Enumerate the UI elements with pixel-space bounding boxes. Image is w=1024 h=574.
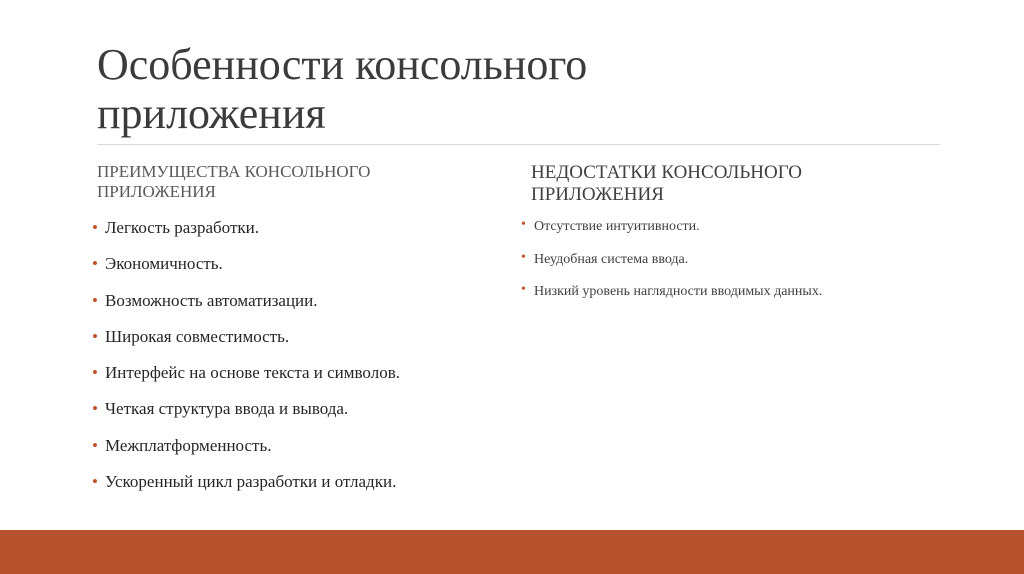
advantages-list-item — [92, 254, 400, 274]
disadvantages-list-item — [521, 251, 822, 269]
slide-title-line-2: приложения — [97, 89, 326, 138]
advantages-heading — [97, 162, 457, 202]
disadvantages-heading — [531, 162, 891, 206]
bullet-icon: • — [92, 290, 98, 310]
disadvantages-item-text: Неудобная система ввода. — [534, 251, 689, 267]
advantages-item-text: Четкая структура ввода и вывода. — [105, 399, 349, 419]
bullet-icon: • — [92, 218, 98, 237]
slide-title-line-1: Особенности консольного — [97, 40, 588, 89]
advantages-item-text: Ускоренный цикл разработки и отладки. — [105, 472, 397, 492]
advantages-list-item — [92, 291, 400, 311]
disadvantages-heading-line-2: ПРИЛОЖЕНИЯ — [531, 184, 664, 205]
advantages-list-item — [92, 218, 400, 238]
bullet-icon: • — [92, 435, 98, 455]
advantages-list-item — [92, 327, 400, 347]
advantages-heading-line-1: ПРЕИМУЩЕСТВА КОНСОЛЬНОГО — [97, 162, 371, 181]
advantages-item-text: Экономичность. — [105, 254, 223, 274]
disadvantages-list — [521, 218, 822, 316]
bullet-icon: • — [92, 399, 98, 419]
disadvantages-heading-line-1: НЕДОСТАТКИ КОНСОЛЬНОГО — [531, 162, 802, 183]
bullet-icon: • — [92, 472, 98, 492]
disadvantages-item-text: Отсутствие интуитивности. — [534, 219, 700, 234]
advantages-item-text: Легкость разработки. — [105, 218, 259, 237]
advantages-item-text: Межплатформенность. — [105, 435, 272, 455]
title-divider — [97, 144, 940, 145]
disadvantages-list-item — [521, 218, 822, 236]
advantages-item-text: Широкая совместимость. — [105, 326, 290, 346]
advantages-item-text: Возможность автоматизации. — [105, 290, 318, 310]
advantages-list-item — [92, 399, 400, 419]
advantages-list — [92, 218, 400, 508]
disadvantages-item-text: Низкий уровень наглядности вводимых данных. — [534, 284, 823, 299]
bullet-icon: • — [92, 326, 98, 346]
advantages-list-item — [92, 363, 400, 383]
advantages-item-text: Интерфейс на основе текста и символов. — [105, 363, 400, 383]
advantages-list-item — [92, 472, 400, 492]
bullet-icon: • — [92, 254, 98, 274]
bullet-icon: • — [92, 363, 98, 383]
bottom-accent-bar — [0, 530, 1024, 574]
bullet-icon: • — [521, 249, 526, 265]
bullet-icon: • — [521, 217, 526, 232]
slide-title — [97, 40, 917, 138]
advantages-list-item — [92, 436, 400, 456]
advantages-heading-line-2: ПРИЛОЖЕНИЯ — [97, 182, 216, 201]
bullet-icon: • — [521, 282, 526, 297]
disadvantages-list-item — [521, 283, 822, 301]
